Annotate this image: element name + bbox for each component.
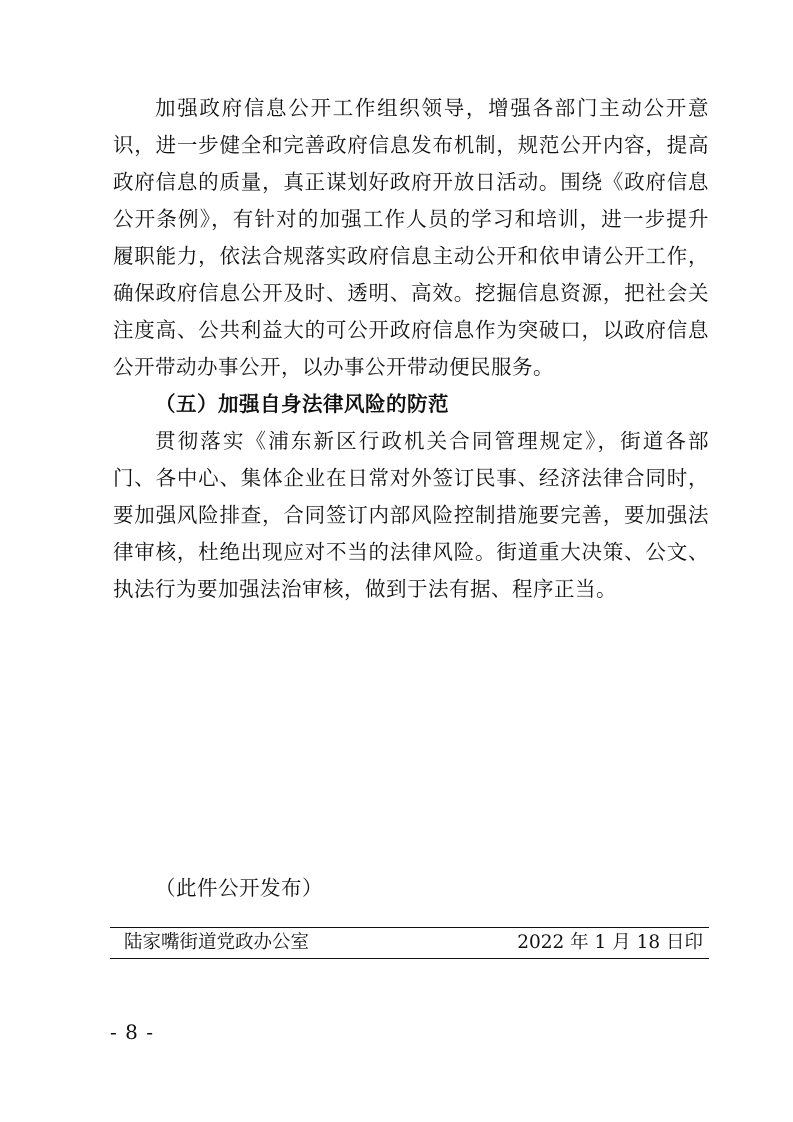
section-heading-legal-risk: （五）加强自身法律风险的防范 [155,392,450,416]
footer-issuer: 陆家嘴街道党政办公室 [124,932,310,953]
footer-rule-top [110,927,709,928]
page-number: - 8 - [110,1020,154,1044]
paragraph-information-disclosure: 加强政府信息公开工作组织领导，增强各部门主动公开意识，进一步健全和完善政府信息发布机制，规范公开内容，提高政府信息的质量，真正谋划好政府开放日活动。围绕《政府信息公开条例》，有针对的加强工作人员的学习和培训，进一步提升履职能力，依法合规落实政府信息主动公开和依申请公开工作，确保政府信息公开及时、透明、高效。挖掘信息资源，把社会关注度高、公共利益大的可公开政府信息作为突破口，以政府信息公开带动办事公开，以办事公开带动便民服务。 [113,96,709,379]
body-text [113,90,709,608]
footer-print-date: 2022 年 1 月 18 日印 [517,932,703,953]
footer-rule-bottom [110,958,709,959]
release-note: （此件公开发布） [155,876,323,900]
paragraph-legal-risk: 贯彻落实《浦东新区行政机关合同管理规定》，街道各部门、各中心、集体企业在日常对外签订民事、经济法律合同时，要加强风险排查，合同签订内部风险控制措施要完善，要加强法律审核，杜绝出现应对不当的法律风险。街道重大决策、公文、执法行为要加强法治审核，做到于法有据、程序正当。 [113,429,709,601]
